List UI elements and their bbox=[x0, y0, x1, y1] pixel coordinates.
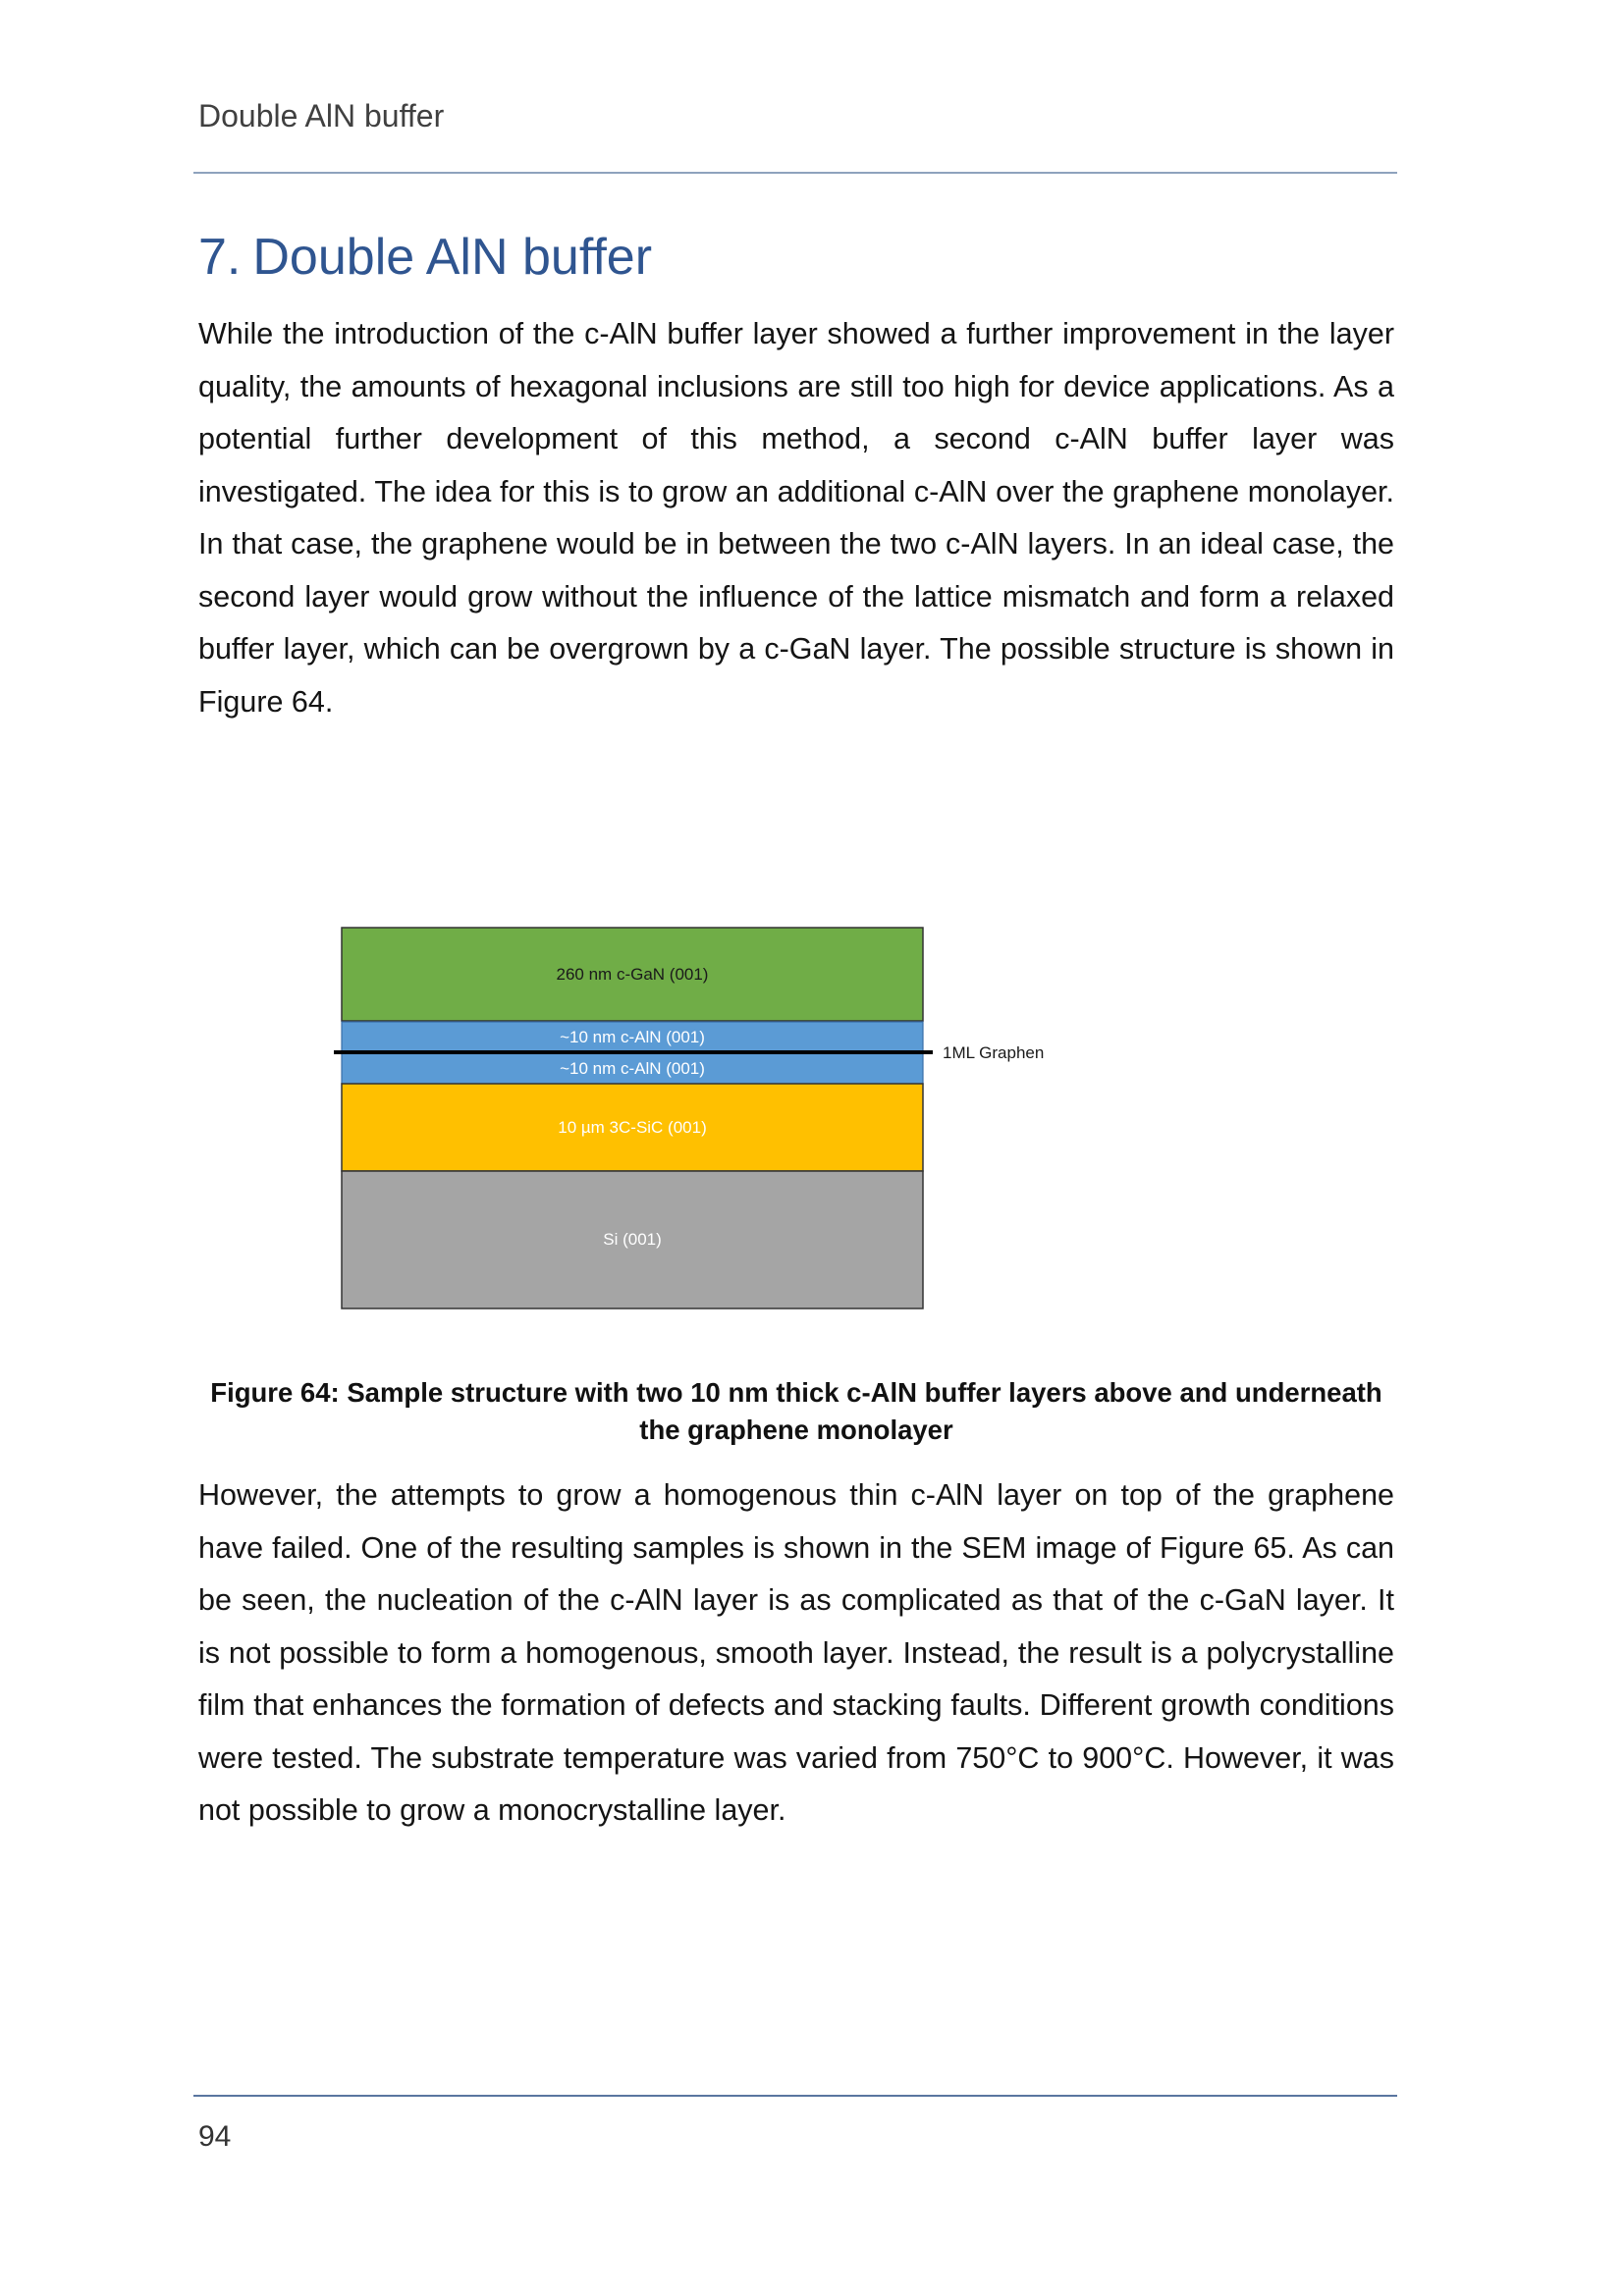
chapter-number: 7. bbox=[198, 229, 242, 286]
paragraph-intro: While the introduction of the c-AlN buffer layer showed a further improvement in the layer quality, the amounts of hexagonal inclusions are still too high for device applications. As a potential further development of this method, a second c-AlN buffer layer was investigated. The idea for this is to grow an additional c-AlN over the graphene monolayer. In that case, the graphene would be in between the two c-AlN layers. In an ideal case, the second layer would grow without the influence of the lattice mismatch and form a relaxed buffer layer, which can be overgrown by a c-GaN layer. The possible structure is shown in Figure 64. bbox=[198, 317, 1394, 719]
page-number: 94 bbox=[198, 2120, 232, 2153]
layer-aln-bottom-label: ~10 nm c-AlN (001) bbox=[560, 1059, 705, 1078]
layer-aln-top-label: ~10 nm c-AlN (001) bbox=[560, 1028, 705, 1046]
layer-gan-label: 260 nm c-GaN (001) bbox=[556, 965, 709, 984]
figure-caption bbox=[198, 1374, 1394, 1449]
header-rule bbox=[193, 172, 1397, 174]
footer-rule bbox=[193, 2095, 1397, 2097]
layer-structure-figure bbox=[324, 918, 1110, 1320]
paragraph-results: However, the attempts to grow a homogenous thin c-AlN layer on top of the graphene have failed. One of the resulting samples is shown in the SEM image of Figure 65. As can be seen, the nucleation of the c-AlN layer is as complicated as that of the c-GaN layer. It is not possible to form a homogenous, smooth layer. Instead, the result is a polycrystalline film that enhances the formation of defects and stacking faults. Different growth conditions were tested. The substrate temperature was varied from 750°C to 900°C. However, it was not possible to grow a monocrystalline layer. bbox=[198, 1478, 1394, 1827]
running-header: Double AlN buffer bbox=[198, 98, 445, 133]
layer-sic-label: 10 µm 3C-SiC (001) bbox=[558, 1118, 707, 1137]
layer-si-label: Si (001) bbox=[603, 1230, 662, 1249]
figure-caption-line-2: the graphene monolayer bbox=[639, 1415, 953, 1445]
figure-caption-line-1: Figure 64: Sample structure with two 10 nm thick c-AlN buffer layers above and underneath bbox=[210, 1377, 1382, 1408]
chapter-title-text: Double AlN buffer bbox=[252, 229, 653, 286]
chapter-title bbox=[198, 228, 652, 287]
graphene-label: 1ML Graphen bbox=[943, 1043, 1045, 1062]
